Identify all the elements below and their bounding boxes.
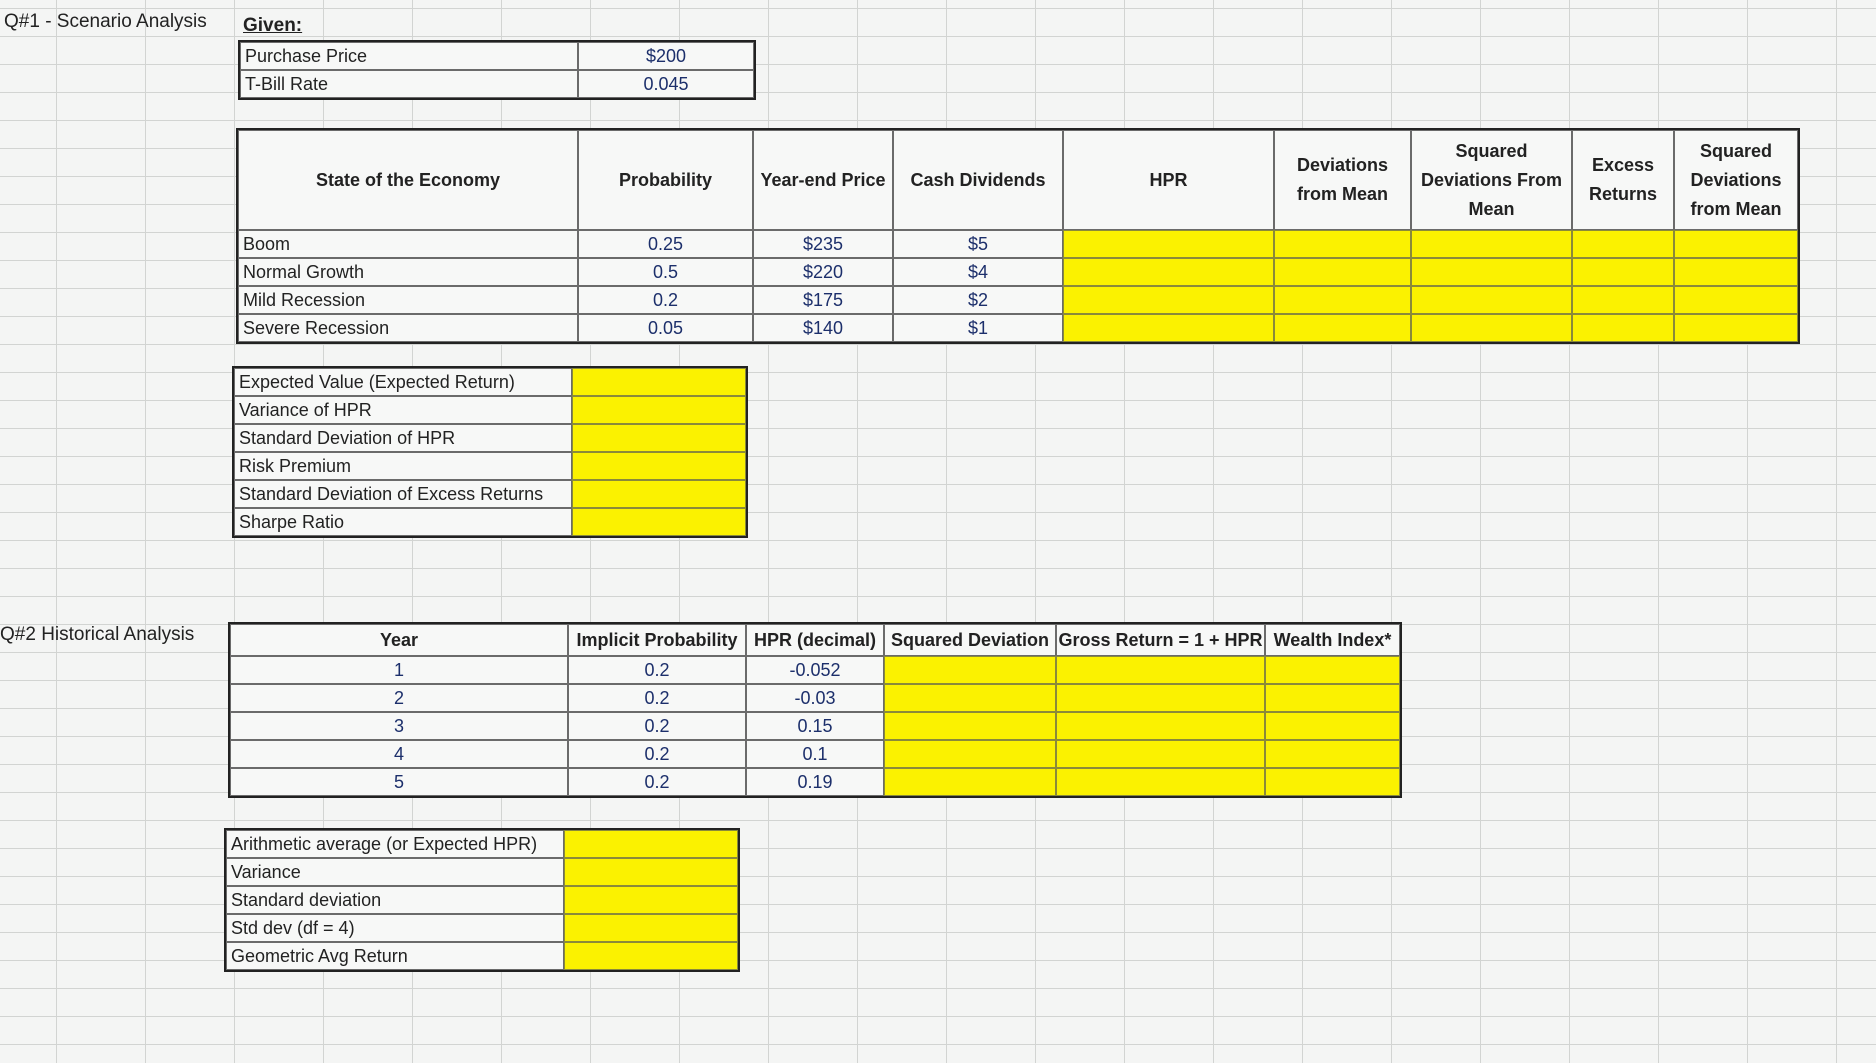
summary-input-cell[interactable] <box>572 480 746 508</box>
historical-summary-label-cell: Variance <box>226 858 564 886</box>
historical-value-cell[interactable]: 0.2 <box>568 740 746 768</box>
historical-value-cell[interactable]: 1 <box>230 656 568 684</box>
scenario-state-cell[interactable]: Boom <box>238 230 578 258</box>
scenario-value-cell[interactable]: 0.2 <box>578 286 753 314</box>
historical-value-cell[interactable]: 3 <box>230 712 568 740</box>
historical-input-cell[interactable] <box>1265 768 1400 796</box>
historical-value-cell[interactable]: 0.2 <box>568 712 746 740</box>
scenario-input-cell[interactable] <box>1063 230 1274 258</box>
summary-label-cell: Risk Premium <box>234 452 572 480</box>
scenario-value-cell[interactable]: 0.25 <box>578 230 753 258</box>
scenario-value-cell[interactable]: $1 <box>893 314 1063 342</box>
historical-input-cell[interactable] <box>1265 684 1400 712</box>
historical-header-cell: Gross Return = 1 + HPR <box>1056 624 1265 656</box>
scenario-input-cell[interactable] <box>1572 258 1674 286</box>
scenario-header-cell: State of the Economy <box>238 130 578 230</box>
historical-header-cell: Squared Deviation <box>884 624 1056 656</box>
summary-label-cell: Standard Deviation of HPR <box>234 424 572 452</box>
historical-value-cell[interactable]: 2 <box>230 684 568 712</box>
historical-summary-input-cell[interactable] <box>564 830 738 858</box>
historical-input-cell[interactable] <box>884 768 1056 796</box>
scenario-input-cell[interactable] <box>1274 258 1411 286</box>
historical-input-cell[interactable] <box>1056 684 1265 712</box>
summary-input-cell[interactable] <box>572 452 746 480</box>
historical-input-cell[interactable] <box>884 656 1056 684</box>
historical-summary-input-cell[interactable] <box>564 858 738 886</box>
scenario-input-cell[interactable] <box>1411 258 1572 286</box>
historical-value-cell[interactable]: -0.052 <box>746 656 884 684</box>
historical-input-cell[interactable] <box>1265 712 1400 740</box>
scenario-header-cell: Cash Dividends <box>893 130 1063 230</box>
historical-summary-label-cell: Standard deviation <box>226 886 564 914</box>
scenario-value-cell[interactable]: $4 <box>893 258 1063 286</box>
historical-summary-input-cell[interactable] <box>564 886 738 914</box>
historical-header-cell: Year <box>230 624 568 656</box>
scenario-value-cell[interactable]: $2 <box>893 286 1063 314</box>
historical-value-cell[interactable]: 0.1 <box>746 740 884 768</box>
summary-input-cell[interactable] <box>572 508 746 536</box>
scenario-input-cell[interactable] <box>1063 314 1274 342</box>
scenario-input-cell[interactable] <box>1274 314 1411 342</box>
scenario-input-cell[interactable] <box>1674 258 1798 286</box>
historical-value-cell[interactable]: 4 <box>230 740 568 768</box>
scenario-header-cell: Year-end Price <box>753 130 893 230</box>
summary-label-cell: Variance of HPR <box>234 396 572 424</box>
scenario-input-cell[interactable] <box>1411 286 1572 314</box>
section-label-q2: Q#2 Historical Analysis <box>0 624 195 645</box>
scenario-header-cell: Excess Returns <box>1572 130 1674 230</box>
historical-value-cell[interactable]: 0.15 <box>746 712 884 740</box>
given-value-cell[interactable]: 0.045 <box>578 70 754 98</box>
scenario-value-cell[interactable]: 0.5 <box>578 258 753 286</box>
scenario-header-cell: HPR <box>1063 130 1274 230</box>
scenario-input-cell[interactable] <box>1674 286 1798 314</box>
given-value-cell[interactable]: $200 <box>578 42 754 70</box>
historical-summary-input-cell[interactable] <box>564 942 738 970</box>
given-label-cell[interactable]: T-Bill Rate <box>240 70 578 98</box>
scenario-input-cell[interactable] <box>1674 314 1798 342</box>
scenario-value-cell[interactable]: $5 <box>893 230 1063 258</box>
summary-input-cell[interactable] <box>572 368 746 396</box>
historical-input-cell[interactable] <box>1056 768 1265 796</box>
scenario-input-cell[interactable] <box>1063 258 1274 286</box>
historical-input-cell[interactable] <box>1265 656 1400 684</box>
scenario-input-cell[interactable] <box>1063 286 1274 314</box>
scenario-input-cell[interactable] <box>1572 314 1674 342</box>
scenario-header-cell: Probability <box>578 130 753 230</box>
scenario-header-cell: Squared Deviations From Mean <box>1411 130 1572 230</box>
historical-summary-label-cell: Std dev (df = 4) <box>226 914 564 942</box>
scenario-input-cell[interactable] <box>1674 230 1798 258</box>
historical-input-cell[interactable] <box>884 712 1056 740</box>
historical-input-cell[interactable] <box>884 684 1056 712</box>
historical-summary-label-cell: Arithmetic average (or Expected HPR) <box>226 830 564 858</box>
historical-header-cell: Implicit Probability <box>568 624 746 656</box>
historical-input-cell[interactable] <box>1056 740 1265 768</box>
historical-input-cell[interactable] <box>1056 656 1265 684</box>
section-label-q1: Q#1 - Scenario Analysis <box>4 11 207 32</box>
historical-summary-label-cell: Geometric Avg Return <box>226 942 564 970</box>
historical-value-cell[interactable]: 0.2 <box>568 684 746 712</box>
summary-label-cell: Sharpe Ratio <box>234 508 572 536</box>
historical-header-cell: Wealth Index* <box>1265 624 1400 656</box>
scenario-input-cell[interactable] <box>1274 286 1411 314</box>
historical-input-cell[interactable] <box>1265 740 1400 768</box>
scenario-input-cell[interactable] <box>1411 230 1572 258</box>
scenario-value-cell[interactable]: $235 <box>753 230 893 258</box>
historical-summary-input-cell[interactable] <box>564 914 738 942</box>
scenario-value-cell[interactable]: 0.05 <box>578 314 753 342</box>
summary-input-cell[interactable] <box>572 396 746 424</box>
scenario-input-cell[interactable] <box>1572 286 1674 314</box>
scenario-input-cell[interactable] <box>1572 230 1674 258</box>
historical-input-cell[interactable] <box>1056 712 1265 740</box>
summary-input-cell[interactable] <box>572 424 746 452</box>
historical-value-cell[interactable]: 0.2 <box>568 656 746 684</box>
scenario-input-cell[interactable] <box>1274 230 1411 258</box>
given-label-cell[interactable]: Purchase Price <box>240 42 578 70</box>
scenario-state-cell[interactable]: Mild Recession <box>238 286 578 314</box>
historical-value-cell[interactable]: -0.03 <box>746 684 884 712</box>
historical-header-cell: HPR (decimal) <box>746 624 884 656</box>
summary-label-cell: Standard Deviation of Excess Returns <box>234 480 572 508</box>
historical-value-cell[interactable]: 5 <box>230 768 568 796</box>
historical-input-cell[interactable] <box>884 740 1056 768</box>
scenario-value-cell[interactable]: $220 <box>753 258 893 286</box>
scenario-header-cell: Deviations from Mean <box>1274 130 1411 230</box>
historical-value-cell[interactable]: 0.2 <box>568 768 746 796</box>
scenario-header-cell: Squared Deviations from Mean <box>1674 130 1798 230</box>
scenario-input-cell[interactable] <box>1411 314 1572 342</box>
summary-label-cell: Expected Value (Expected Return) <box>234 368 572 396</box>
scenario-state-cell[interactable]: Normal Growth <box>238 258 578 286</box>
scenario-state-cell[interactable]: Severe Recession <box>238 314 578 342</box>
historical-value-cell[interactable]: 0.19 <box>746 768 884 796</box>
given-label: Given: <box>243 15 303 36</box>
scenario-value-cell[interactable]: $175 <box>753 286 893 314</box>
scenario-value-cell[interactable]: $140 <box>753 314 893 342</box>
